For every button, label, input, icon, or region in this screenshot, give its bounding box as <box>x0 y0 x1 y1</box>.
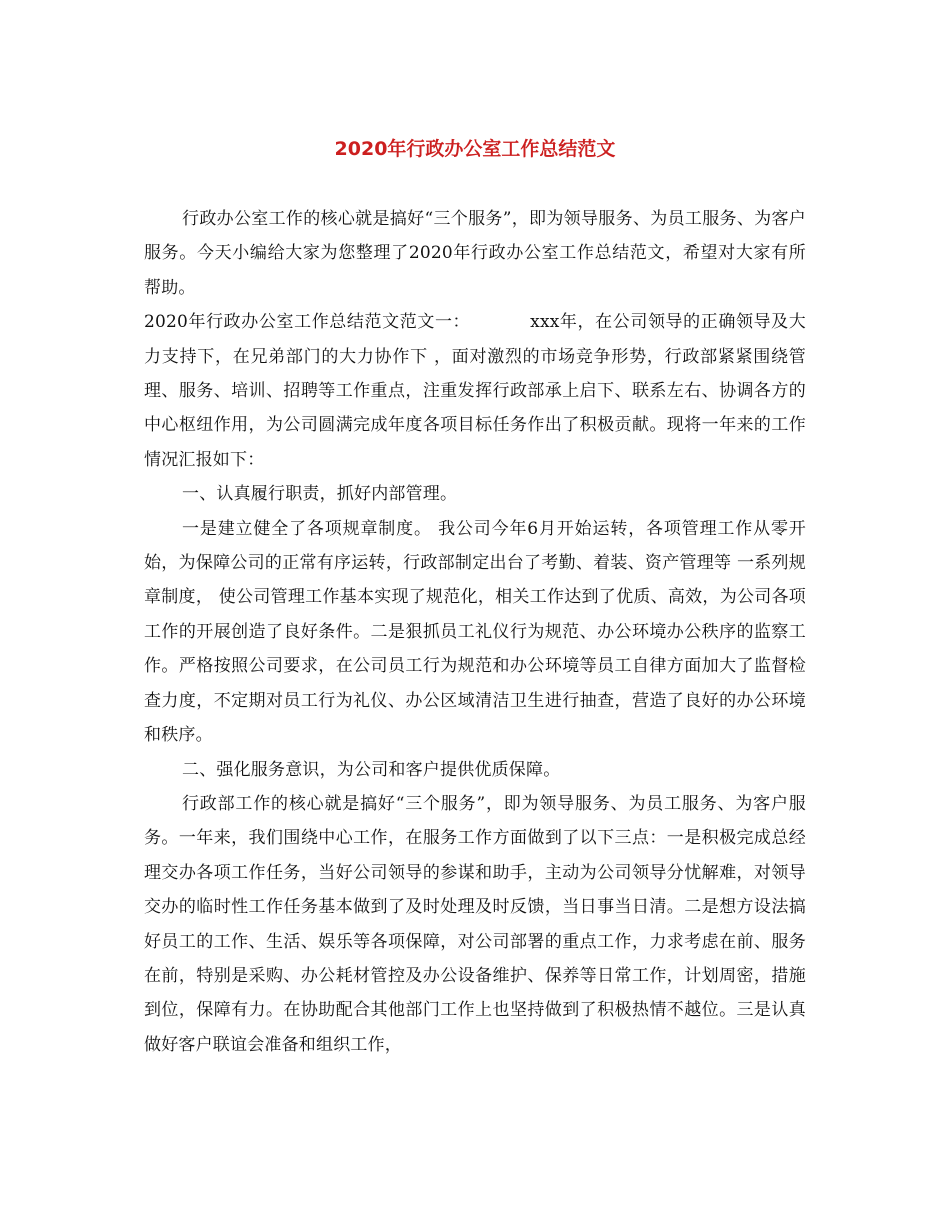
section-heading-1: 一、认真履行职责，抓好内部管理。 <box>182 484 458 505</box>
document-body <box>144 202 806 1062</box>
section-heading-2: 二、强化服务意识，为公司和客户提供优质保障。 <box>182 759 561 780</box>
paragraph-section-1: 一是建立健全了各项规章制度。 我公司今年6月开始运转，各项管理工作从零开始，为保障公司的正常有序运转，行政部制定出台了考勤、着装、资产管理等 一系列规章制度， 使公司管理工作基本实现了规范化，相关工作达到了优质、高效，为公司各项工作的开展创造了良好条件。二是狠抓员工礼仪行为规范、办公环境办公秩序的监察工作。严格按照公司要求，在公司员工行为规范和办公环境等员工自律方面加大了监督检查力度，不定期对员工行为礼仪、办公区域清洁卫生进行抽查，营造了良好的办公环境和秩序。 <box>144 518 806 746</box>
paragraph-section-2: 行政部工作的核心就是搞好“三个服务”，即为领导服务、为员工服务、为客户服务。一年来，我们围绕中心工作，在服务工作方面做到了以下三点：一是积极完成总经理交办各项工作任务，当好公司领导的参谋和助手，主动为公司领导分忧解难，对领导交办的临时性工作任务基本做到了及时处理及时反馈，当日事当日清。二是想方设法搞好员工的工作、生活、娱乐等各项保障，对公司部署的重点工作，力求考虑在前、服务在前，特别是采购、办公耗材管控及办公设备维护、保养等日常工作，计划周密，措施到位，保障有力。在协助配合其他部门工作上也坚持做到了积极热情不越位。三是认真做好客户联谊会准备和组织工作， <box>144 793 806 1055</box>
paragraph-intro: 行政办公室工作的核心就是搞好“三个服务”，即为领导服务、为员工服务、为客户服务。今天小编给大家为您整理了2020年行政办公室工作总结范文，希望对大家有所帮助。 <box>144 209 806 298</box>
document-title: 2020年行政办公室工作总结范文 <box>334 138 616 160</box>
sample-lead: xxx年，在公司领导的正确领导及大力支持下，在兄弟部门的大力协作下 ，面对激烈的市场竞争形势，行政部紧紧围绕管理、服务、培训、招聘等工作重点，注重发挥行政部承上启下、联系左右、协调各方的中心枢纽作用，为公司圆满完成年度各项目标任务作出了积极贡献。现将一年来的工作情况汇报如下： <box>144 312 806 470</box>
sample-heading: 2020年行政办公室工作总结范文范文一： <box>144 312 471 333</box>
paragraph-sample <box>144 305 806 477</box>
